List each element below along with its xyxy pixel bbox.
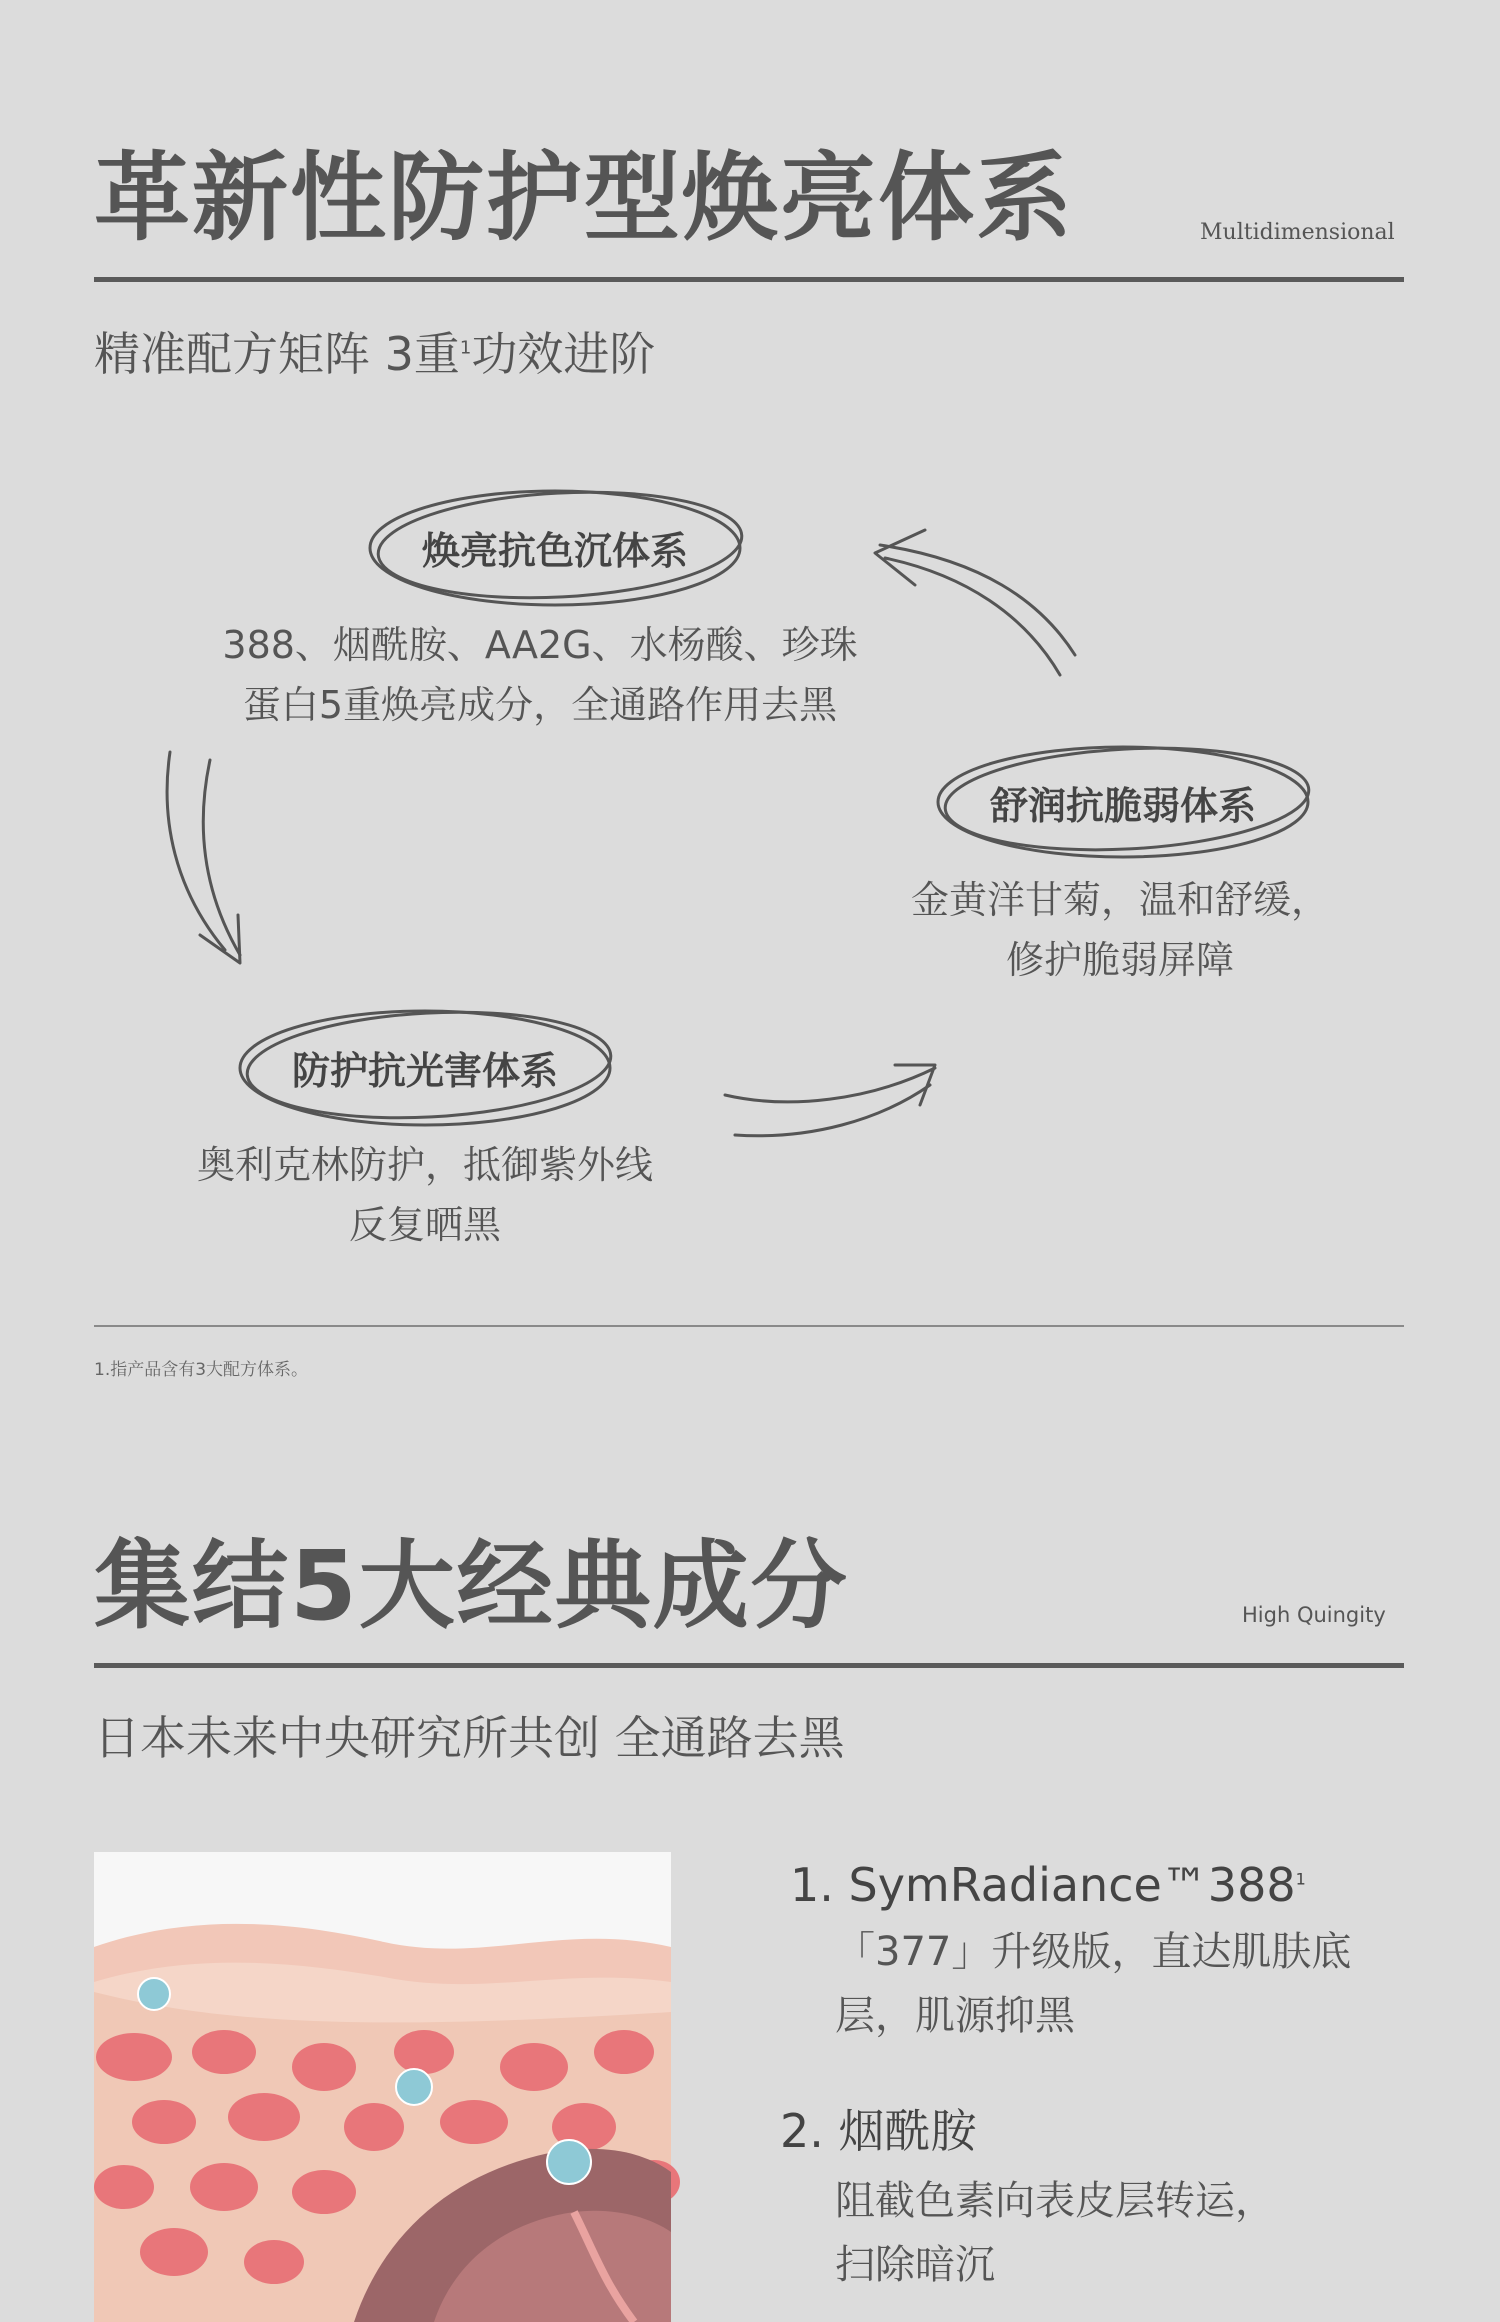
subtitle-sup: 1 — [459, 337, 472, 359]
ingredient-item — [790, 1858, 1351, 2048]
ingredient-item — [780, 2095, 1275, 2297]
section2-tag: High Quingity — [1242, 1603, 1386, 1627]
system-badge-soothing: 舒润抗脆弱体系 — [989, 784, 1256, 828]
desc-line: 反复晒黑 — [348, 1203, 501, 1247]
ingredient-desc — [835, 1920, 1351, 2048]
section2-title: 集结5大经典成分 — [94, 1530, 849, 1642]
system-desc-brightening — [150, 615, 930, 735]
footnote-divider — [94, 1325, 1404, 1327]
subtitle-main: 精准配方矩阵 3重 — [94, 327, 460, 381]
ingredient-title-text: 1. SymRadiance™388 — [790, 1858, 1296, 1912]
ingredient-title-sup: 1 — [1295, 1869, 1306, 1889]
desc-line: 阻截色素向表皮层转运， — [835, 2178, 1275, 2224]
ingredient-desc — [835, 2169, 1275, 2297]
system-desc-soothing — [850, 870, 1390, 990]
subtitle-end: 功效进阶 — [471, 327, 656, 381]
desc-line: 层，肌源抑黑 — [835, 1993, 1075, 2039]
section1-title: 革新性防护型焕亮体系 — [94, 142, 1074, 254]
ingredient-title-text: 2. 烟酰胺 — [780, 2104, 977, 2158]
skin-layer-illustration — [94, 1852, 671, 2322]
system-badge-brightening: 焕亮抗色沉体系 — [421, 529, 688, 573]
desc-line: 金黄洋甘菊，温和舒缓， — [910, 878, 1329, 922]
desc-line: 蛋白5重焕亮成分，全通路作用去黑 — [242, 683, 838, 727]
ingredient-title — [790, 1858, 1351, 1912]
section2-divider — [94, 1663, 1404, 1668]
desc-line: 「377」升级版，直达肌肤底 — [835, 1929, 1352, 1975]
desc-line: 奥利克林防护，抵御紫外线 — [196, 1143, 653, 1187]
system-badge-protection: 防护抗光害体系 — [291, 1049, 558, 1093]
section1-tag: Multidimensional — [1200, 220, 1395, 245]
desc-line: 388、烟酰胺、AA2G、水杨酸、珍珠 — [222, 623, 858, 667]
arrow-bottom-right-icon — [725, 1068, 935, 1136]
footnote: 1.指产品含有3大配方体系。 — [94, 1360, 309, 1380]
system-desc-protection — [130, 1135, 720, 1255]
desc-line: 修护脆弱屏障 — [1005, 938, 1234, 982]
section2-subtitle: 日本未来中央研究所共创 全通路去黑 — [94, 1711, 845, 1765]
ingredient-title — [780, 2095, 1275, 2161]
desc-line: 扫除暗沉 — [835, 2242, 995, 2288]
arrow-left-down-icon — [167, 752, 240, 955]
